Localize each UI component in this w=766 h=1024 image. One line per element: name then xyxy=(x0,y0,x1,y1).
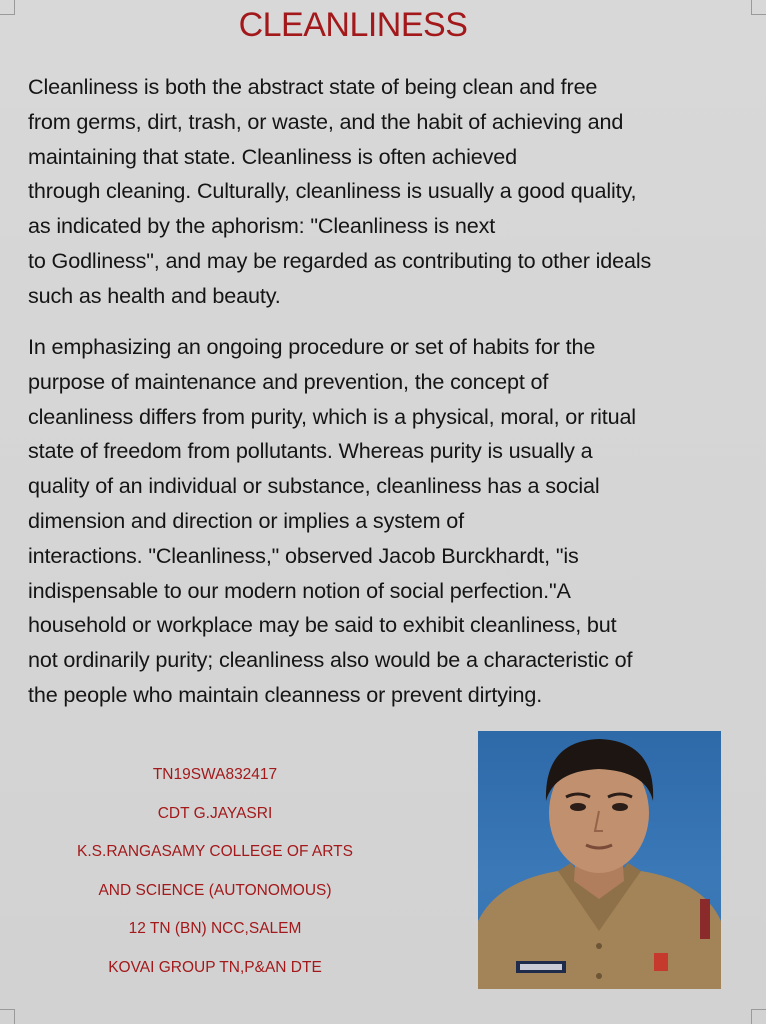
crop-mark-bottom-right xyxy=(751,1009,766,1024)
crop-mark-top-right xyxy=(751,0,766,15)
paragraph-definition: Cleanliness is both the abstract state of being clean and free from germs, dirt, trash, or waste, and the habit of achieving and maintaining that state. Cleanliness is often achieved through cleaning. Culturally, cleanliness is usually a good quality, as indicated by the aphorism: "Cleanliness is next to Godliness", and may be regarded as contributing to other ideals such as health and beauty. xyxy=(28,74,652,308)
crop-mark-bottom-left xyxy=(0,1009,15,1024)
page-title: CLEANLINESS xyxy=(238,6,468,44)
credit-college-line-1: K.S.RANGASAMY COLLEGE OF ARTS xyxy=(77,843,353,860)
author-credits xyxy=(20,760,410,991)
credit-ncc-unit: 12 TN (BN) NCC,SALEM xyxy=(128,920,302,937)
credit-cadet-name: CDT G.JAYASRI xyxy=(157,804,273,822)
credit-college-line-2: AND SCIENCE (AUTONOMOUS) xyxy=(98,881,332,899)
credit-id-number: TN19SWA832417 xyxy=(152,766,278,783)
paragraph-cleanliness-vs-purity: In emphasizing an ongoing procedure or set of habits for the purpose of maintenance and prevention, the concept of cleanliness differs from purity, which is a physical, moral, or ritual state of freedom from pollutants. Whereas purity is usually a quality of an individual or substance, cleanliness has a social dimension and direction or implies a system of interactions. "Cleanliness," observed Jacob Burckhardt, "is indispensable to our modern notion of social perfection."A household or workplace may be said to exhibit cleanliness, but not ordinarily purity; cleanliness also would be a characteristic of the people who maintain cleanness or prevent dirtying. xyxy=(28,334,636,707)
portrait-illustration xyxy=(478,731,721,989)
cadet-portrait-photo xyxy=(478,731,721,989)
credit-group: KOVAI GROUP TN,P&AN DTE xyxy=(108,958,322,976)
